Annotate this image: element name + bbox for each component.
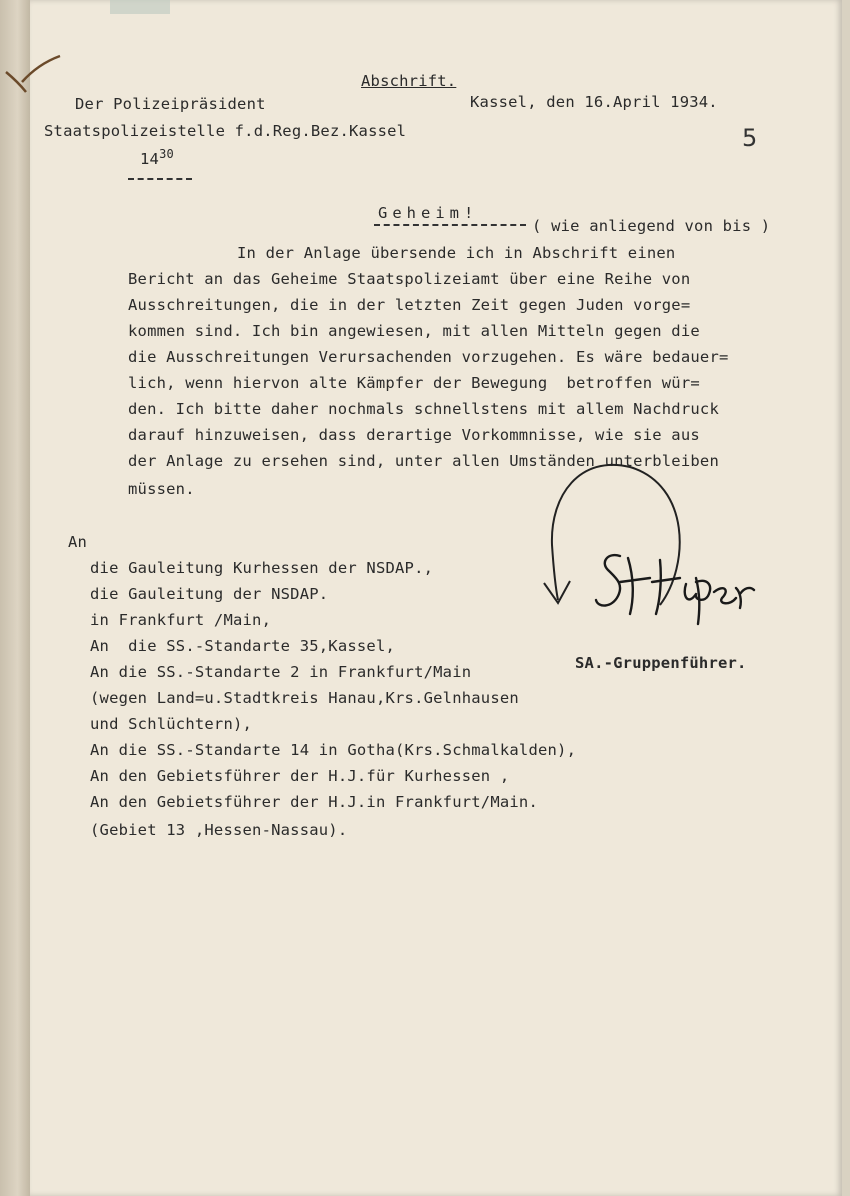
sender-line-2: Staatspolizeistelle f.d.Reg.Bez.Kassel [44, 122, 407, 140]
recipient-line: An den Gebietsführer der H.J.für Kurhessen , [90, 767, 510, 785]
recipient-line: An die SS.-Standarte 35,Kassel, [90, 637, 396, 655]
reference-superscript: 30 [159, 147, 174, 161]
fold-mark-icon [4, 52, 64, 96]
body-line: kommen sind. Ich bin angewiesen, mit allen Mitteln gegen die [128, 322, 700, 340]
body-line: müssen. [128, 480, 195, 498]
document-heading: Abschrift. [361, 72, 457, 90]
body-line: In der Anlage übersende ich in Abschrift einen [237, 244, 676, 262]
sender-line-1: Der Polizeipräsident [75, 95, 266, 113]
recipient-line: An die SS.-Standarte 2 in Frankfurt/Main [90, 663, 472, 681]
secret-label: Geheim! [378, 204, 479, 222]
place-date: Kassel, den 16.April 1934. [470, 93, 718, 111]
recipient-line: An den Gebietsführer der H.J.in Frankfurt/Main. [90, 793, 538, 811]
body-line: lich, wenn hiervon alte Kämpfer der Bewegung betroffen wür= [128, 374, 700, 392]
reference-underline [128, 178, 192, 180]
recipient-line: die Gauleitung Kurhessen der NSDAP., [90, 559, 434, 577]
signature-title: SA.-Gruppenführer. [575, 654, 747, 672]
recipient-line: und Schlüchtern), [90, 715, 253, 733]
body-line: Ausschreitungen, die in der letzten Zeit gegen Juden vorge= [128, 296, 691, 314]
tape-strip [110, 0, 170, 14]
recipient-line: (Gebiet 13 ,Hessen-Nassau). [90, 821, 348, 839]
handwritten-annotation: ( wie anliegend von bis ) [532, 217, 771, 235]
secret-underline [374, 224, 526, 226]
body-line: die Ausschreitungen Verursachenden vorzugehen. Es wäre bedauer= [128, 348, 729, 366]
signature-icon [590, 548, 760, 628]
body-line: darauf hinzuweisen, dass derartige Vorkommnisse, wie sie aus [128, 426, 700, 444]
body-line: den. Ich bitte daher nochmals schnellstens mit allem Nachdruck [128, 400, 719, 418]
page-number: 5 [742, 124, 758, 152]
recipient-line: in Frankfurt /Main, [90, 611, 272, 629]
recipients-label: An [68, 533, 88, 551]
body-line: der Anlage zu ersehen sind, unter allen Umständen unterbleiben [128, 452, 719, 470]
reference-main: 14 [140, 150, 160, 169]
body-line: Bericht an das Geheime Staatspolizeiamt über eine Reihe von [128, 270, 691, 288]
reference-number [140, 147, 174, 168]
page-edge [0, 0, 32, 1196]
recipient-line: (wegen Land=u.Stadtkreis Hanau,Krs.Gelnhausen [90, 689, 519, 707]
recipient-line: die Gauleitung der NSDAP. [90, 585, 329, 603]
recipient-line: An die SS.-Standarte 14 in Gotha(Krs.Schmalkalden), [90, 741, 577, 759]
